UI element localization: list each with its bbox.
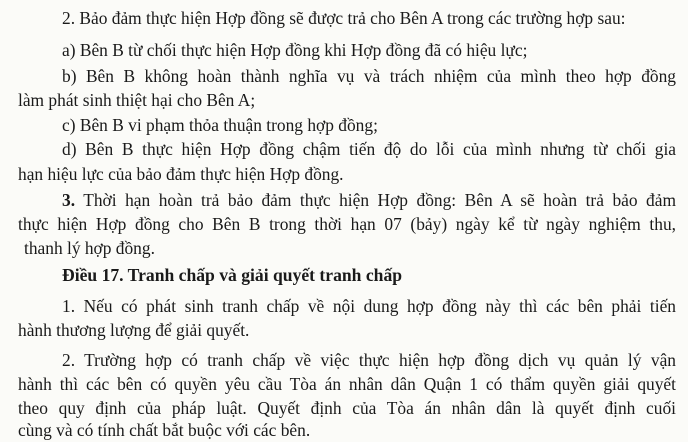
article-17-p2-line-4: cùng và có tính chất bắt buộc với các bên. [18,420,311,440]
section-3-line-1 [62,188,676,212]
article-17-p2-line-3: theo quy định của pháp luật. Quyết định của Tòa án nhân dân là quyết định cuối [18,398,676,418]
article-17-p2-line-2: hành thì các bên có quyền yêu cầu Tòa án nhân dân Quận 1 có thẩm quyền giải quyết [18,374,676,394]
article-17-heading: Điều 17. Tranh chấp và giải quyết tranh chấp [62,265,403,285]
section-3-line-1-text: Thời hạn hoàn trả bảo đảm thực hiện Hợp đồng: Bên A sẽ hoàn trả bảo đảm [75,190,676,210]
section-2-item-a: a) Bên B từ chối thực hiện Hợp đồng khi Hợp đồng đã có hiệu lực; [62,40,528,60]
section-2-item-d-line-1: d) Bên B thực hiện Hợp đồng chậm tiến độ do lỗi của mình nhưng từ chối gia [62,139,676,159]
article-17-p1-line-2: hành thương lượng để giải quyết. [18,320,250,340]
section-2-item-c: c) Bên B vi phạm thỏa thuận trong hợp đồng; [62,115,378,135]
article-17-p2-line-1: 2. Trường hợp có tranh chấp về việc thực hiện hợp đồng dịch vụ quản lý vận [62,350,676,370]
section-3-label: 3. [62,190,76,210]
section-2-item-b-line-2: làm phát sinh thiệt hại cho Bên A; [18,90,256,110]
section-3-line-3: thanh lý hợp đồng. [24,238,155,258]
section-2-item-b-line-1: b) Bên B không hoàn thành nghĩa vụ và trách nhiệm của mình theo hợp đồng [62,66,676,86]
article-17-p1-line-1: 1. Nếu có phát sinh tranh chấp về nội dung hợp đồng này thì các bên phải tiến [62,296,676,316]
section-2-intro: 2. Bảo đảm thực hiện Hợp đồng sẽ được trả cho Bên A trong các trường hợp sau: [62,8,626,28]
section-3-line-2: thực hiện Hợp đồng cho Bên B trong thời hạn 07 (bảy) ngày kể từ ngày nghiệm thu, [18,214,676,234]
section-2-item-d-line-2: hạn hiệu lực của bảo đảm thực hiện Hợp đồng. [18,164,344,184]
